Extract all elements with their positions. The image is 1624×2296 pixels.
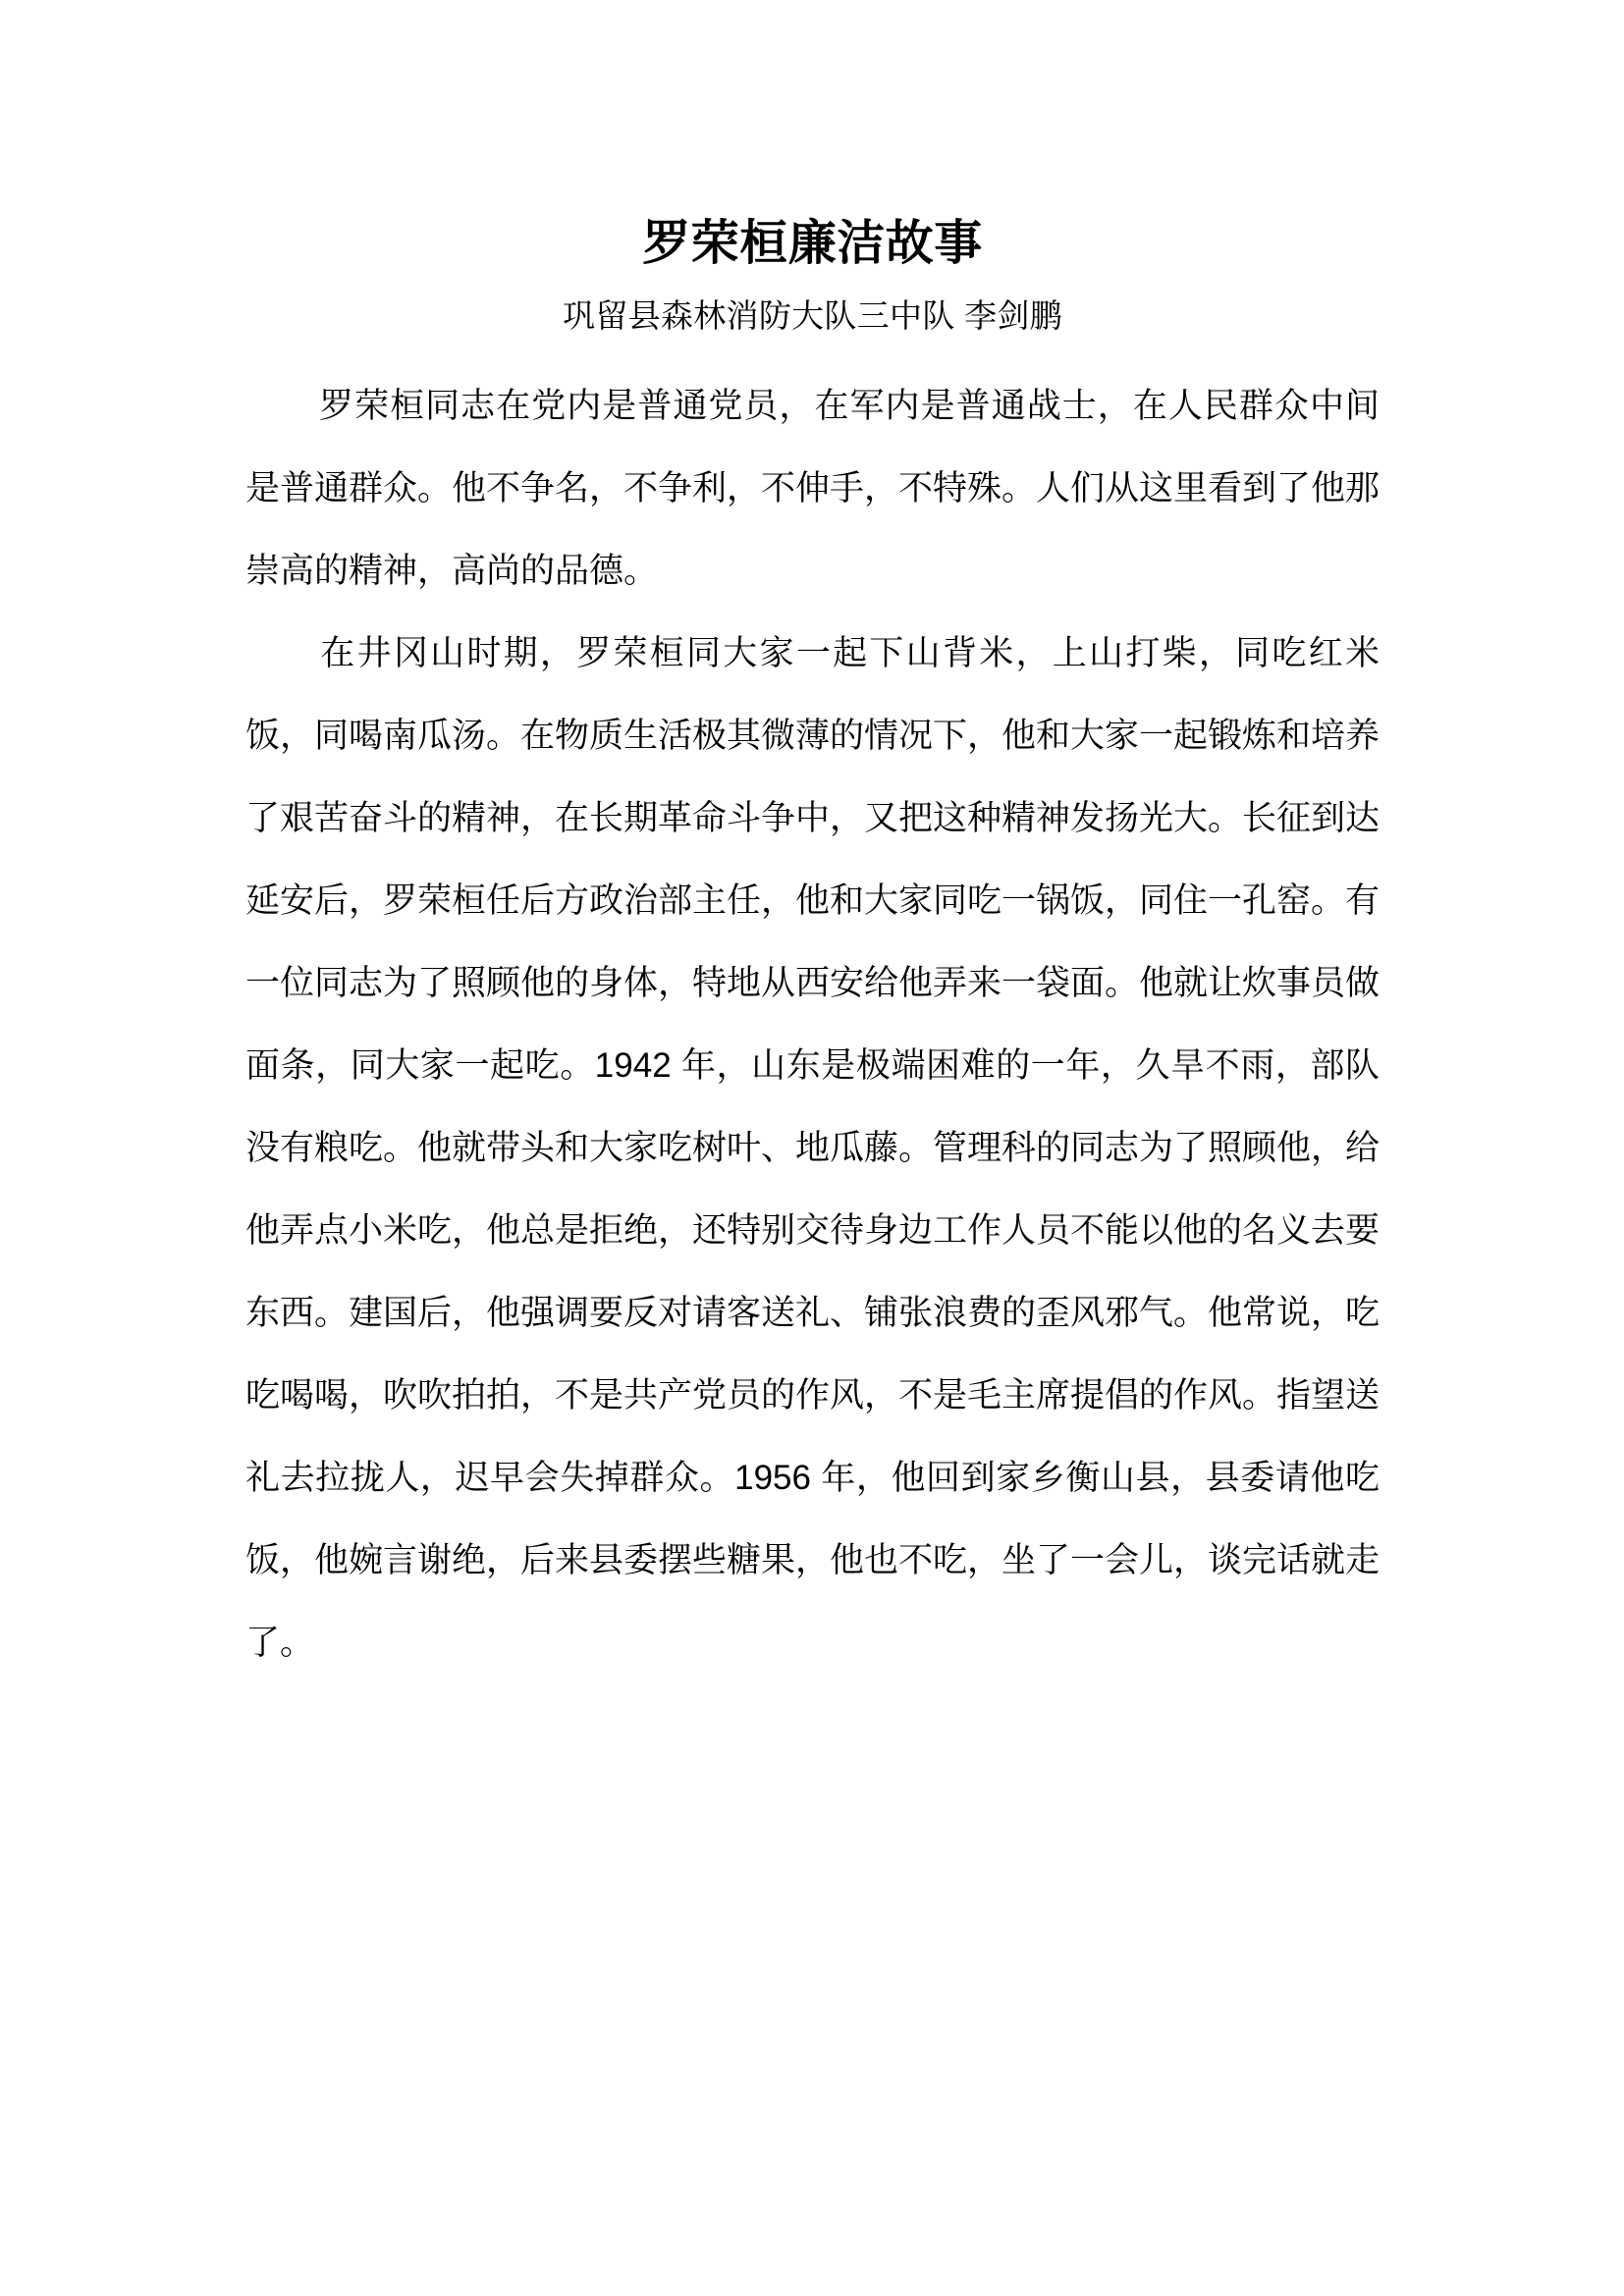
document-body (245, 0, 1380, 1684)
body-text (245, 365, 1380, 1684)
author-byline: 巩留县森林消防大队三中队 李剑鹏 (563, 297, 1062, 335)
paragraph-1 (245, 365, 1380, 613)
page-title: 罗荣桓廉洁故事 (642, 217, 983, 270)
paragraph-text: 在井冈山时期，罗荣桓同大家一起下山背米，上山打柴，同吃红米饭，同喝南瓜汤。在物质生活极其微薄的情况下，他和大家一起锻炼和培养了艰苦奋斗的精神，在长期革命斗争中，又把这种精神发扬光大。长征到达延安后，罗荣桓任后方政治部主任，他和大家同吃一锅饭，同住一孔窑。有一位同志为了照顾他的身体，特地从西安给他弄来一袋面。他就让炊事员做面条，同大家一起吃。1942 年，山东是极端困难的一年，久旱不雨，部队没有粮吃。他就带头和大家吃树叶、地瓜藤。管理科的同志为了照顾他，给他弄点小米吃，他总是拒绝，还特别交待身边工作人员不能以他的名义去要东西。建国后，他强调要反对请客送礼、铺张浪费的歪风邪气。他常说，吃吃喝喝，吹吹拍拍，不是共产党员的作风，不是毛主席提倡的作风。指望送礼去拉拢人，迟早会失掉群众。1956 年，他回到家乡衡山县，县委请他吃饭，他婉言谢绝，后来县委摆些糖果，他也不吃，坐了一会儿，谈完话就走了。 (245, 634, 1380, 1663)
paragraph-2 (245, 613, 1380, 1684)
paragraph-text: 罗荣桓同志在党内是普通党员，在军内是普通战士，在人民群众中间是普通群众。他不争名，不争利，不伸手，不特殊。人们从这里看到了他那崇高的精神，高尚的品德。 (245, 387, 1380, 591)
